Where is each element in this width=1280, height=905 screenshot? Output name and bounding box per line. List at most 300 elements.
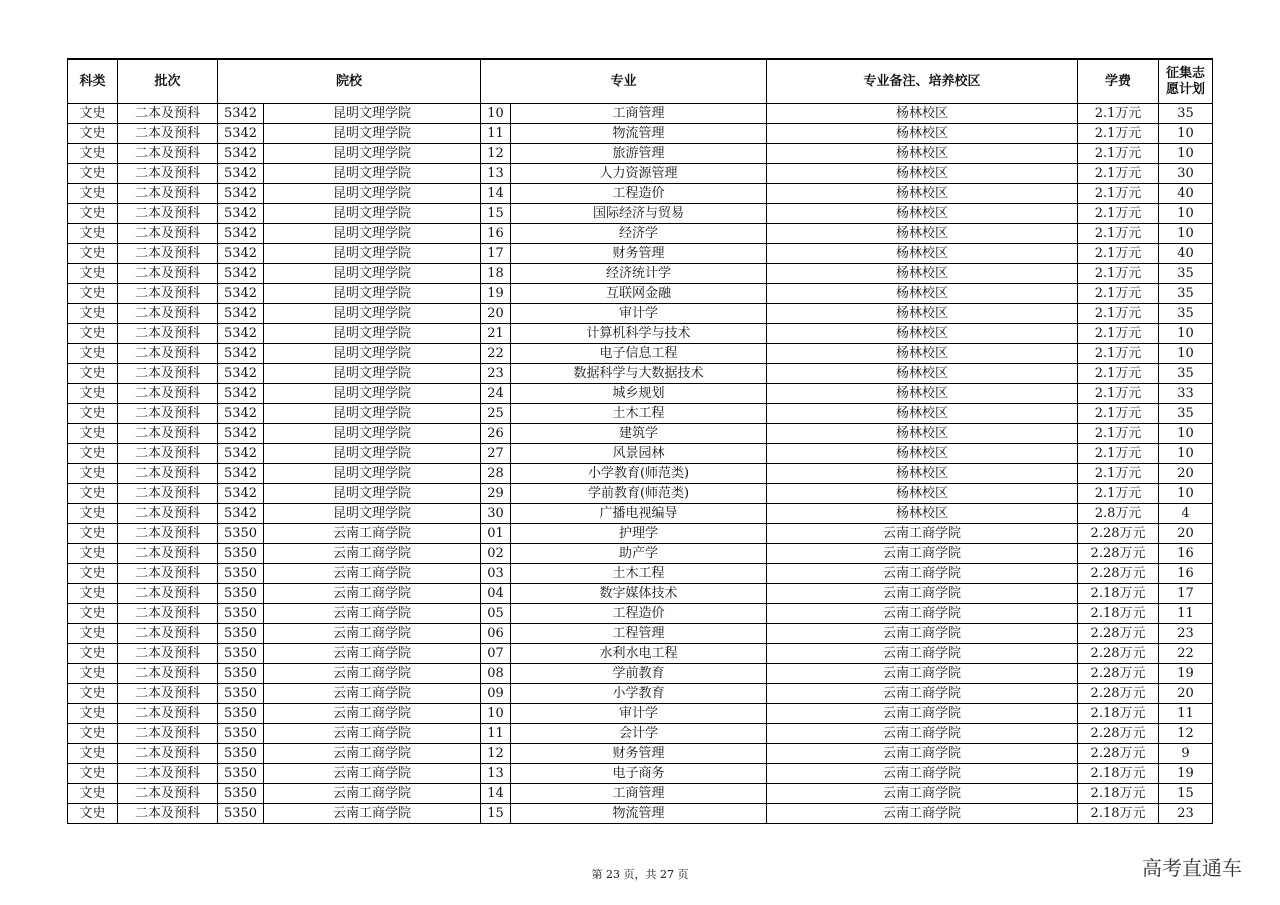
table-row xyxy=(68,604,1213,624)
cell-plan-count: 17 xyxy=(1159,584,1213,604)
cell-plan-count: 12 xyxy=(1159,724,1213,744)
cell-campus: 杨林校区 xyxy=(767,284,1078,304)
cell-subject-type: 文史 xyxy=(68,144,118,164)
cell-tuition: 2.28万元 xyxy=(1078,644,1159,664)
cell-subject-type: 文史 xyxy=(68,384,118,404)
cell-major-code: 30 xyxy=(481,504,511,524)
cell-school-code: 5350 xyxy=(218,804,264,824)
cell-school-name: 云南工商学院 xyxy=(264,584,481,604)
cell-school-name: 云南工商学院 xyxy=(264,564,481,584)
cell-plan-count: 10 xyxy=(1159,124,1213,144)
cell-subject-type: 文史 xyxy=(68,404,118,424)
cell-major-name: 工程管理 xyxy=(511,624,767,644)
cell-tuition: 2.28万元 xyxy=(1078,664,1159,684)
cell-campus: 杨林校区 xyxy=(767,324,1078,344)
cell-batch: 二本及预科 xyxy=(118,104,218,124)
cell-tuition: 2.1万元 xyxy=(1078,144,1159,164)
cell-subject-type: 文史 xyxy=(68,184,118,204)
cell-batch: 二本及预科 xyxy=(118,524,218,544)
cell-school-name: 昆明文理学院 xyxy=(264,264,481,284)
cell-major-code: 12 xyxy=(481,144,511,164)
cell-plan-count: 35 xyxy=(1159,304,1213,324)
cell-subject-type: 文史 xyxy=(68,684,118,704)
table-row xyxy=(68,364,1213,384)
cell-subject-type: 文史 xyxy=(68,604,118,624)
cell-tuition: 2.1万元 xyxy=(1078,264,1159,284)
cell-campus: 杨林校区 xyxy=(767,304,1078,324)
cell-plan-count: 10 xyxy=(1159,484,1213,504)
cell-campus: 杨林校区 xyxy=(767,264,1078,284)
cell-tuition: 2.1万元 xyxy=(1078,244,1159,264)
cell-school-name: 昆明文理学院 xyxy=(264,484,481,504)
cell-tuition: 2.1万元 xyxy=(1078,324,1159,344)
cell-school-code: 5342 xyxy=(218,364,264,384)
cell-batch: 二本及预科 xyxy=(118,704,218,724)
table-row xyxy=(68,304,1213,324)
cell-batch: 二本及预科 xyxy=(118,464,218,484)
cell-major-name: 财务管理 xyxy=(511,244,767,264)
table-body xyxy=(68,104,1213,824)
cell-school-name: 云南工商学院 xyxy=(264,724,481,744)
cell-plan-count: 10 xyxy=(1159,144,1213,164)
cell-major-code: 24 xyxy=(481,384,511,404)
cell-major-name: 数据科学与大数据技术 xyxy=(511,364,767,384)
cell-batch: 二本及预科 xyxy=(118,244,218,264)
cell-tuition: 2.18万元 xyxy=(1078,784,1159,804)
cell-campus: 云南工商学院 xyxy=(767,624,1078,644)
cell-batch: 二本及预科 xyxy=(118,624,218,644)
cell-major-name: 小学教育(师范类) xyxy=(511,464,767,484)
cell-school-code: 5342 xyxy=(218,224,264,244)
cell-campus: 杨林校区 xyxy=(767,464,1078,484)
cell-school-code: 5342 xyxy=(218,304,264,324)
cell-major-code: 19 xyxy=(481,284,511,304)
cell-major-code: 20 xyxy=(481,304,511,324)
cell-plan-count: 35 xyxy=(1159,264,1213,284)
cell-subject-type: 文史 xyxy=(68,304,118,324)
cell-major-name: 电子商务 xyxy=(511,764,767,784)
cell-campus: 云南工商学院 xyxy=(767,744,1078,764)
cell-major-code: 04 xyxy=(481,584,511,604)
table-row xyxy=(68,164,1213,184)
table-row xyxy=(68,124,1213,144)
cell-campus: 云南工商学院 xyxy=(767,584,1078,604)
cell-subject-type: 文史 xyxy=(68,544,118,564)
cell-major-code: 14 xyxy=(481,184,511,204)
cell-tuition: 2.1万元 xyxy=(1078,204,1159,224)
cell-subject-type: 文史 xyxy=(68,124,118,144)
cell-tuition: 2.1万元 xyxy=(1078,384,1159,404)
table-row xyxy=(68,524,1213,544)
cell-major-code: 15 xyxy=(481,804,511,824)
cell-tuition: 2.28万元 xyxy=(1078,744,1159,764)
cell-major-name: 旅游管理 xyxy=(511,144,767,164)
cell-subject-type: 文史 xyxy=(68,344,118,364)
table-row xyxy=(68,564,1213,584)
cell-school-name: 昆明文理学院 xyxy=(264,384,481,404)
cell-subject-type: 文史 xyxy=(68,284,118,304)
table-row xyxy=(68,684,1213,704)
cell-batch: 二本及预科 xyxy=(118,804,218,824)
table-row xyxy=(68,224,1213,244)
cell-major-name: 建筑学 xyxy=(511,424,767,444)
cell-batch: 二本及预科 xyxy=(118,164,218,184)
table-row xyxy=(68,444,1213,464)
cell-tuition: 2.1万元 xyxy=(1078,364,1159,384)
cell-plan-count: 35 xyxy=(1159,104,1213,124)
cell-school-code: 5342 xyxy=(218,124,264,144)
cell-major-name: 护理学 xyxy=(511,524,767,544)
table-row xyxy=(68,804,1213,824)
header-plan-count xyxy=(1159,59,1213,104)
cell-batch: 二本及预科 xyxy=(118,184,218,204)
cell-tuition: 2.1万元 xyxy=(1078,344,1159,364)
cell-tuition: 2.28万元 xyxy=(1078,684,1159,704)
table-row xyxy=(68,404,1213,424)
cell-tuition: 2.28万元 xyxy=(1078,524,1159,544)
cell-batch: 二本及预科 xyxy=(118,444,218,464)
cell-campus: 云南工商学院 xyxy=(767,784,1078,804)
cell-campus: 杨林校区 xyxy=(767,104,1078,124)
cell-major-code: 27 xyxy=(481,444,511,464)
table-row xyxy=(68,384,1213,404)
cell-campus: 杨林校区 xyxy=(767,184,1078,204)
table-row xyxy=(68,204,1213,224)
cell-school-code: 5350 xyxy=(218,704,264,724)
cell-school-name: 昆明文理学院 xyxy=(264,464,481,484)
cell-subject-type: 文史 xyxy=(68,464,118,484)
cell-school-code: 5350 xyxy=(218,664,264,684)
cell-major-code: 17 xyxy=(481,244,511,264)
cell-batch: 二本及预科 xyxy=(118,224,218,244)
cell-major-code: 13 xyxy=(481,164,511,184)
cell-school-name: 昆明文理学院 xyxy=(264,204,481,224)
cell-subject-type: 文史 xyxy=(68,424,118,444)
cell-school-name: 云南工商学院 xyxy=(264,744,481,764)
cell-campus: 杨林校区 xyxy=(767,404,1078,424)
cell-school-name: 昆明文理学院 xyxy=(264,404,481,424)
cell-major-name: 经济统计学 xyxy=(511,264,767,284)
cell-major-code: 29 xyxy=(481,484,511,504)
cell-major-name: 学前教育 xyxy=(511,664,767,684)
cell-major-code: 18 xyxy=(481,264,511,284)
cell-plan-count: 10 xyxy=(1159,224,1213,244)
cell-campus: 杨林校区 xyxy=(767,504,1078,524)
cell-school-name: 昆明文理学院 xyxy=(264,124,481,144)
cell-plan-count: 19 xyxy=(1159,764,1213,784)
cell-campus: 云南工商学院 xyxy=(767,704,1078,724)
cell-school-code: 5342 xyxy=(218,384,264,404)
table-row xyxy=(68,324,1213,344)
cell-major-name: 国际经济与贸易 xyxy=(511,204,767,224)
table-row xyxy=(68,664,1213,684)
cell-campus: 杨林校区 xyxy=(767,204,1078,224)
cell-school-code: 5342 xyxy=(218,244,264,264)
table-row xyxy=(68,644,1213,664)
cell-school-name: 昆明文理学院 xyxy=(264,344,481,364)
table-row xyxy=(68,264,1213,284)
cell-major-code: 10 xyxy=(481,104,511,124)
header-tuition: 学费 xyxy=(1078,59,1159,104)
cell-plan-count: 16 xyxy=(1159,544,1213,564)
cell-school-code: 5350 xyxy=(218,784,264,804)
cell-tuition: 2.1万元 xyxy=(1078,284,1159,304)
cell-school-code: 5342 xyxy=(218,464,264,484)
cell-batch: 二本及预科 xyxy=(118,144,218,164)
cell-school-code: 5342 xyxy=(218,324,264,344)
cell-major-name: 计算机科学与技术 xyxy=(511,324,767,344)
cell-school-code: 5342 xyxy=(218,164,264,184)
cell-plan-count: 10 xyxy=(1159,324,1213,344)
cell-major-code: 10 xyxy=(481,704,511,724)
table-row xyxy=(68,284,1213,304)
cell-school-name: 昆明文理学院 xyxy=(264,164,481,184)
cell-batch: 二本及预科 xyxy=(118,504,218,524)
cell-tuition: 2.1万元 xyxy=(1078,304,1159,324)
cell-major-name: 数字媒体技术 xyxy=(511,584,767,604)
cell-tuition: 2.1万元 xyxy=(1078,424,1159,444)
cell-major-code: 26 xyxy=(481,424,511,444)
cell-school-code: 5342 xyxy=(218,184,264,204)
table-row xyxy=(68,344,1213,364)
cell-major-code: 08 xyxy=(481,664,511,684)
cell-campus: 云南工商学院 xyxy=(767,664,1078,684)
cell-major-name: 学前教育(师范类) xyxy=(511,484,767,504)
table-row xyxy=(68,624,1213,644)
table-row xyxy=(68,724,1213,744)
cell-school-name: 云南工商学院 xyxy=(264,764,481,784)
cell-major-name: 审计学 xyxy=(511,704,767,724)
cell-batch: 二本及预科 xyxy=(118,284,218,304)
cell-school-code: 5350 xyxy=(218,604,264,624)
cell-campus: 云南工商学院 xyxy=(767,604,1078,624)
cell-major-name: 物流管理 xyxy=(511,804,767,824)
cell-plan-count: 23 xyxy=(1159,804,1213,824)
header-batch: 批次 xyxy=(118,59,218,104)
cell-batch: 二本及预科 xyxy=(118,644,218,664)
table-row xyxy=(68,504,1213,524)
cell-tuition: 2.28万元 xyxy=(1078,624,1159,644)
cell-major-name: 风景园林 xyxy=(511,444,767,464)
cell-school-code: 5342 xyxy=(218,284,264,304)
cell-tuition: 2.1万元 xyxy=(1078,124,1159,144)
cell-batch: 二本及预科 xyxy=(118,564,218,584)
cell-major-code: 21 xyxy=(481,324,511,344)
cell-school-name: 昆明文理学院 xyxy=(264,244,481,264)
header-plan-count-text: 征集志愿计划 xyxy=(1166,65,1206,97)
cell-subject-type: 文史 xyxy=(68,804,118,824)
cell-subject-type: 文史 xyxy=(68,104,118,124)
cell-major-name: 工程造价 xyxy=(511,604,767,624)
cell-school-name: 昆明文理学院 xyxy=(264,224,481,244)
cell-batch: 二本及预科 xyxy=(118,204,218,224)
cell-major-name: 物流管理 xyxy=(511,124,767,144)
cell-batch: 二本及预科 xyxy=(118,344,218,364)
cell-major-code: 09 xyxy=(481,684,511,704)
cell-subject-type: 文史 xyxy=(68,224,118,244)
cell-tuition: 2.1万元 xyxy=(1078,484,1159,504)
cell-major-code: 11 xyxy=(481,724,511,744)
header-subject-type: 科类 xyxy=(68,59,118,104)
cell-school-name: 云南工商学院 xyxy=(264,544,481,564)
cell-school-name: 云南工商学院 xyxy=(264,684,481,704)
cell-batch: 二本及预科 xyxy=(118,304,218,324)
cell-school-name: 昆明文理学院 xyxy=(264,324,481,344)
cell-major-code: 22 xyxy=(481,344,511,364)
cell-plan-count: 9 xyxy=(1159,744,1213,764)
cell-campus: 云南工商学院 xyxy=(767,644,1078,664)
cell-tuition: 2.28万元 xyxy=(1078,564,1159,584)
cell-school-name: 昆明文理学院 xyxy=(264,364,481,384)
cell-subject-type: 文史 xyxy=(68,444,118,464)
cell-batch: 二本及预科 xyxy=(118,604,218,624)
cell-plan-count: 35 xyxy=(1159,364,1213,384)
cell-school-name: 云南工商学院 xyxy=(264,664,481,684)
cell-tuition: 2.18万元 xyxy=(1078,584,1159,604)
cell-plan-count: 22 xyxy=(1159,644,1213,664)
cell-school-name: 云南工商学院 xyxy=(264,624,481,644)
cell-plan-count: 40 xyxy=(1159,244,1213,264)
cell-major-code: 13 xyxy=(481,764,511,784)
cell-campus: 杨林校区 xyxy=(767,124,1078,144)
cell-school-code: 5342 xyxy=(218,504,264,524)
cell-tuition: 2.18万元 xyxy=(1078,704,1159,724)
cell-school-code: 5342 xyxy=(218,444,264,464)
cell-school-name: 云南工商学院 xyxy=(264,644,481,664)
table-row xyxy=(68,544,1213,564)
cell-plan-count: 10 xyxy=(1159,424,1213,444)
cell-batch: 二本及预科 xyxy=(118,404,218,424)
cell-subject-type: 文史 xyxy=(68,204,118,224)
cell-plan-count: 16 xyxy=(1159,564,1213,584)
cell-campus: 云南工商学院 xyxy=(767,524,1078,544)
cell-tuition: 2.1万元 xyxy=(1078,464,1159,484)
cell-subject-type: 文史 xyxy=(68,484,118,504)
cell-major-code: 06 xyxy=(481,624,511,644)
cell-subject-type: 文史 xyxy=(68,324,118,344)
cell-major-code: 12 xyxy=(481,744,511,764)
cell-subject-type: 文史 xyxy=(68,564,118,584)
cell-subject-type: 文史 xyxy=(68,164,118,184)
cell-batch: 二本及预科 xyxy=(118,664,218,684)
cell-batch: 二本及预科 xyxy=(118,784,218,804)
cell-school-code: 5350 xyxy=(218,564,264,584)
table-row xyxy=(68,484,1213,504)
cell-campus: 杨林校区 xyxy=(767,144,1078,164)
cell-plan-count: 15 xyxy=(1159,784,1213,804)
cell-major-code: 28 xyxy=(481,464,511,484)
cell-batch: 二本及预科 xyxy=(118,764,218,784)
cell-school-name: 昆明文理学院 xyxy=(264,444,481,464)
cell-school-name: 昆明文理学院 xyxy=(264,284,481,304)
cell-school-name: 云南工商学院 xyxy=(264,524,481,544)
cell-major-name: 土木工程 xyxy=(511,404,767,424)
cell-tuition: 2.1万元 xyxy=(1078,404,1159,424)
cell-major-name: 财务管理 xyxy=(511,744,767,764)
cell-batch: 二本及预科 xyxy=(118,324,218,344)
cell-school-code: 5350 xyxy=(218,624,264,644)
cell-batch: 二本及预科 xyxy=(118,684,218,704)
cell-tuition: 2.1万元 xyxy=(1078,104,1159,124)
cell-school-code: 5350 xyxy=(218,544,264,564)
cell-major-name: 工商管理 xyxy=(511,104,767,124)
cell-campus: 杨林校区 xyxy=(767,244,1078,264)
cell-batch: 二本及预科 xyxy=(118,264,218,284)
cell-major-code: 05 xyxy=(481,604,511,624)
cell-subject-type: 文史 xyxy=(68,784,118,804)
cell-tuition: 2.28万元 xyxy=(1078,544,1159,564)
cell-major-code: 14 xyxy=(481,784,511,804)
cell-plan-count: 11 xyxy=(1159,604,1213,624)
cell-major-code: 03 xyxy=(481,564,511,584)
cell-school-code: 5342 xyxy=(218,424,264,444)
cell-batch: 二本及预科 xyxy=(118,724,218,744)
cell-plan-count: 40 xyxy=(1159,184,1213,204)
cell-school-name: 昆明文理学院 xyxy=(264,424,481,444)
table-row xyxy=(68,464,1213,484)
cell-campus: 云南工商学院 xyxy=(767,764,1078,784)
cell-campus: 杨林校区 xyxy=(767,384,1078,404)
table-row xyxy=(68,584,1213,604)
cell-school-name: 昆明文理学院 xyxy=(264,144,481,164)
cell-major-name: 互联网金融 xyxy=(511,284,767,304)
table-row xyxy=(68,784,1213,804)
cell-tuition: 2.18万元 xyxy=(1078,764,1159,784)
cell-subject-type: 文史 xyxy=(68,764,118,784)
header-school: 院校 xyxy=(218,59,481,104)
cell-campus: 云南工商学院 xyxy=(767,724,1078,744)
cell-school-code: 5350 xyxy=(218,644,264,664)
cell-school-code: 5350 xyxy=(218,584,264,604)
cell-campus: 云南工商学院 xyxy=(767,564,1078,584)
cell-subject-type: 文史 xyxy=(68,624,118,644)
cell-school-code: 5342 xyxy=(218,204,264,224)
cell-major-code: 01 xyxy=(481,524,511,544)
header-major: 专业 xyxy=(481,59,767,104)
cell-batch: 二本及预科 xyxy=(118,544,218,564)
table-row xyxy=(68,244,1213,264)
cell-campus: 杨林校区 xyxy=(767,484,1078,504)
cell-subject-type: 文史 xyxy=(68,524,118,544)
cell-subject-type: 文史 xyxy=(68,644,118,664)
cell-major-name: 工程造价 xyxy=(511,184,767,204)
cell-major-code: 15 xyxy=(481,204,511,224)
table-row xyxy=(68,764,1213,784)
cell-tuition: 2.28万元 xyxy=(1078,724,1159,744)
cell-major-code: 07 xyxy=(481,644,511,664)
cell-subject-type: 文史 xyxy=(68,724,118,744)
cell-subject-type: 文史 xyxy=(68,504,118,524)
cell-school-name: 云南工商学院 xyxy=(264,784,481,804)
cell-major-name: 水利水电工程 xyxy=(511,644,767,664)
cell-school-code: 5342 xyxy=(218,104,264,124)
cell-major-name: 工商管理 xyxy=(511,784,767,804)
cell-major-code: 02 xyxy=(481,544,511,564)
table-row xyxy=(68,424,1213,444)
cell-major-code: 16 xyxy=(481,224,511,244)
cell-school-name: 昆明文理学院 xyxy=(264,184,481,204)
table-row xyxy=(68,744,1213,764)
cell-tuition: 2.18万元 xyxy=(1078,604,1159,624)
cell-subject-type: 文史 xyxy=(68,264,118,284)
cell-plan-count: 23 xyxy=(1159,624,1213,644)
cell-subject-type: 文史 xyxy=(68,704,118,724)
cell-campus: 云南工商学院 xyxy=(767,684,1078,704)
cell-school-name: 云南工商学院 xyxy=(264,804,481,824)
cell-tuition: 2.1万元 xyxy=(1078,444,1159,464)
cell-batch: 二本及预科 xyxy=(118,744,218,764)
cell-tuition: 2.18万元 xyxy=(1078,804,1159,824)
